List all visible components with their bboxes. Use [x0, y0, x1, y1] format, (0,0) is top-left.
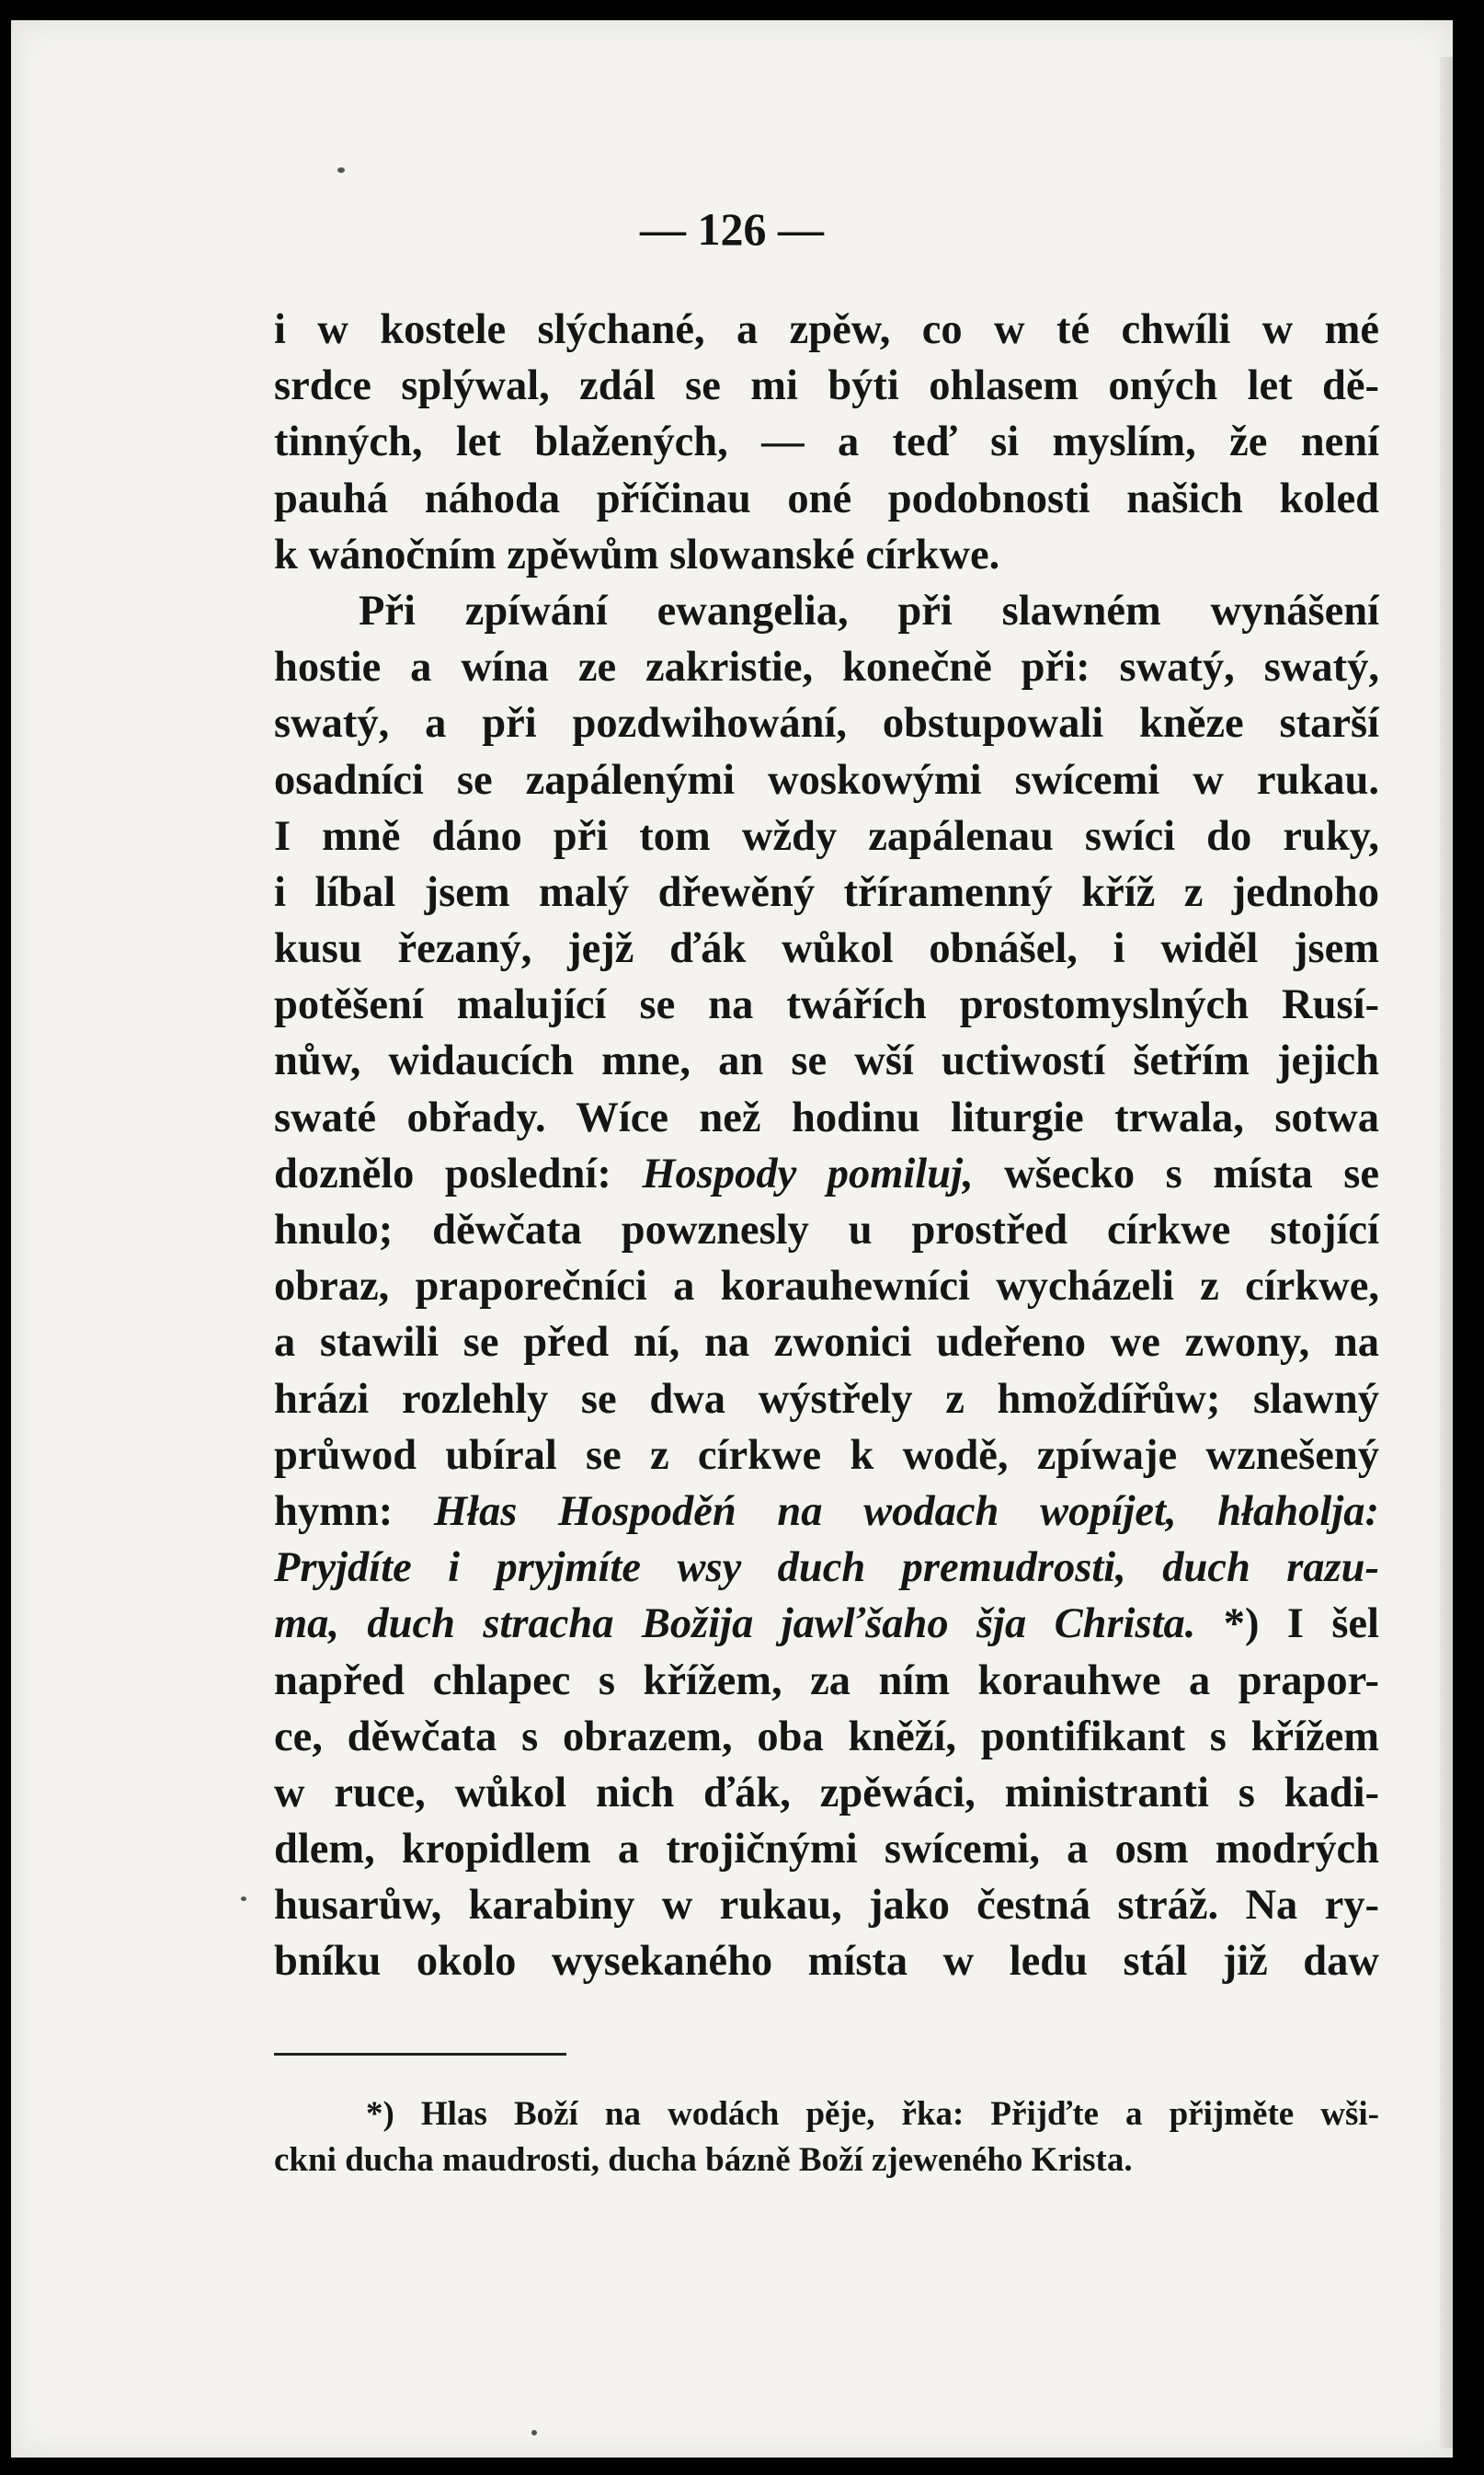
text-line: swatý, a při pozdwihowání, obstupowali kněze starší [274, 700, 1379, 748]
main-text [274, 302, 1379, 1990]
text-line: bníku okolo wysekaného místa w ledu stál již daw [274, 1938, 1379, 1986]
text-line: potěšení malující se na twářích prostomyslných Rusí- [274, 981, 1379, 1029]
text-line: swaté obřady. Wíce než hodinu liturgie trwala, sotwa [274, 1094, 1379, 1141]
text-line: doznělo poslední: Hospody pomiluj, wšecko s místa se [274, 1150, 1379, 1197]
paper-speck [531, 2430, 537, 2435]
text-line: a stawili se před ní, na zwonici udeřeno we zwony, na [274, 1319, 1379, 1367]
text-line: ce, děwčata s obrazem, oba kněží, pontifikant s křížem [274, 1713, 1379, 1760]
footnote-divider [274, 2053, 566, 2056]
text-line: I mně dáno při tom wždy zapálenau swíci do ruky, [274, 812, 1379, 860]
italic-phrase: ma, duch stracha Božija jawľšaho šja Christa. [274, 1600, 1196, 1648]
text-line: ma, duch stracha Božija jawľšaho šja Christa. *) I šel [274, 1600, 1379, 1648]
text-line: i líbal jsem malý dřewěný tříramenný kříž z jednoho [274, 868, 1379, 916]
text-line: tinných, let blažených, — a teď si myslím, že není [274, 418, 1379, 466]
text-line: i w kostele slýchané, a zpěw, co w té chwíli w mé [274, 306, 1379, 353]
paper-speck [241, 1896, 246, 1901]
text-line: osadníci se zapálenými woskowými swícemi w rukau. [274, 756, 1379, 804]
text-line: w ruce, wůkol nich ďák, zpěwáci, ministranti s kadi- [274, 1769, 1379, 1816]
text-line: průwod ubíral se z církwe k wodě, zpíwaje wznešený [274, 1431, 1379, 1479]
text-line: Při zpíwání ewangelia, při slawném wynášení [359, 587, 1379, 635]
text-line: obraz, praporečníci a korauhewníci wycházeli z církwe, [274, 1263, 1379, 1311]
book-page [11, 20, 1453, 2458]
text-line: srdce splýwal, zdál se mi býti ohlasem oných let dě- [274, 362, 1379, 410]
text-line: k wánočním zpěwům slowanské církwe. [274, 531, 1000, 579]
text-line: nůw, widaucích mne, an se wší uctiwostí šetřím jejich [274, 1037, 1379, 1085]
text-line: napřed chlapec s křížem, za ním korauhwe a prapor- [274, 1656, 1379, 1704]
text-line: Pryjdíte i pryjmíte wsy duch premudrosti, duch razu- [274, 1544, 1379, 1592]
text-line: pauhá náhoda příčinau oné podobnosti našich koled [274, 475, 1379, 522]
footnote [274, 2091, 1379, 2183]
text-line: hnulo; děwčata powznesly u prostřed církwe stojící [274, 1207, 1379, 1254]
text-line: husarůw, karabiny w rukau, jako čestná stráž. Na ry- [274, 1882, 1379, 1930]
text-line: dlem, kropidlem a trojičnými swícemi, a osm modrých [274, 1826, 1379, 1873]
text-line: hymn: Hłas Hospoděń na wodach wopíjet, hłaholja: [274, 1487, 1379, 1535]
page-edge [1440, 57, 1453, 2448]
text-line: hostie a wína ze zakristie, konečně při: swatý, swatý, [274, 644, 1379, 692]
footnote-line: ckni ducha maudrosti, ducha bázně Boží zjeweného Krista. [274, 2141, 1133, 2179]
text-line: hrázi rozlehly se dwa wýstřely z hmoždířůw; slawný [274, 1375, 1379, 1423]
italic-phrase: Hłas Hospoděń na wodach wopíjet, hłaholja: [433, 1487, 1379, 1535]
italic-phrase: Hospody pomiluj, [642, 1150, 974, 1197]
paper-speck [337, 167, 345, 173]
text-line: kusu řezaný, jejž ďák wůkol obnášel, i widěl jsem [274, 925, 1379, 973]
page-number: — 126 — [640, 203, 824, 255]
footnote-line: *) Hlas Boží na wodách pěje, řka: Přijďte a přijměte wši- [366, 2095, 1379, 2133]
